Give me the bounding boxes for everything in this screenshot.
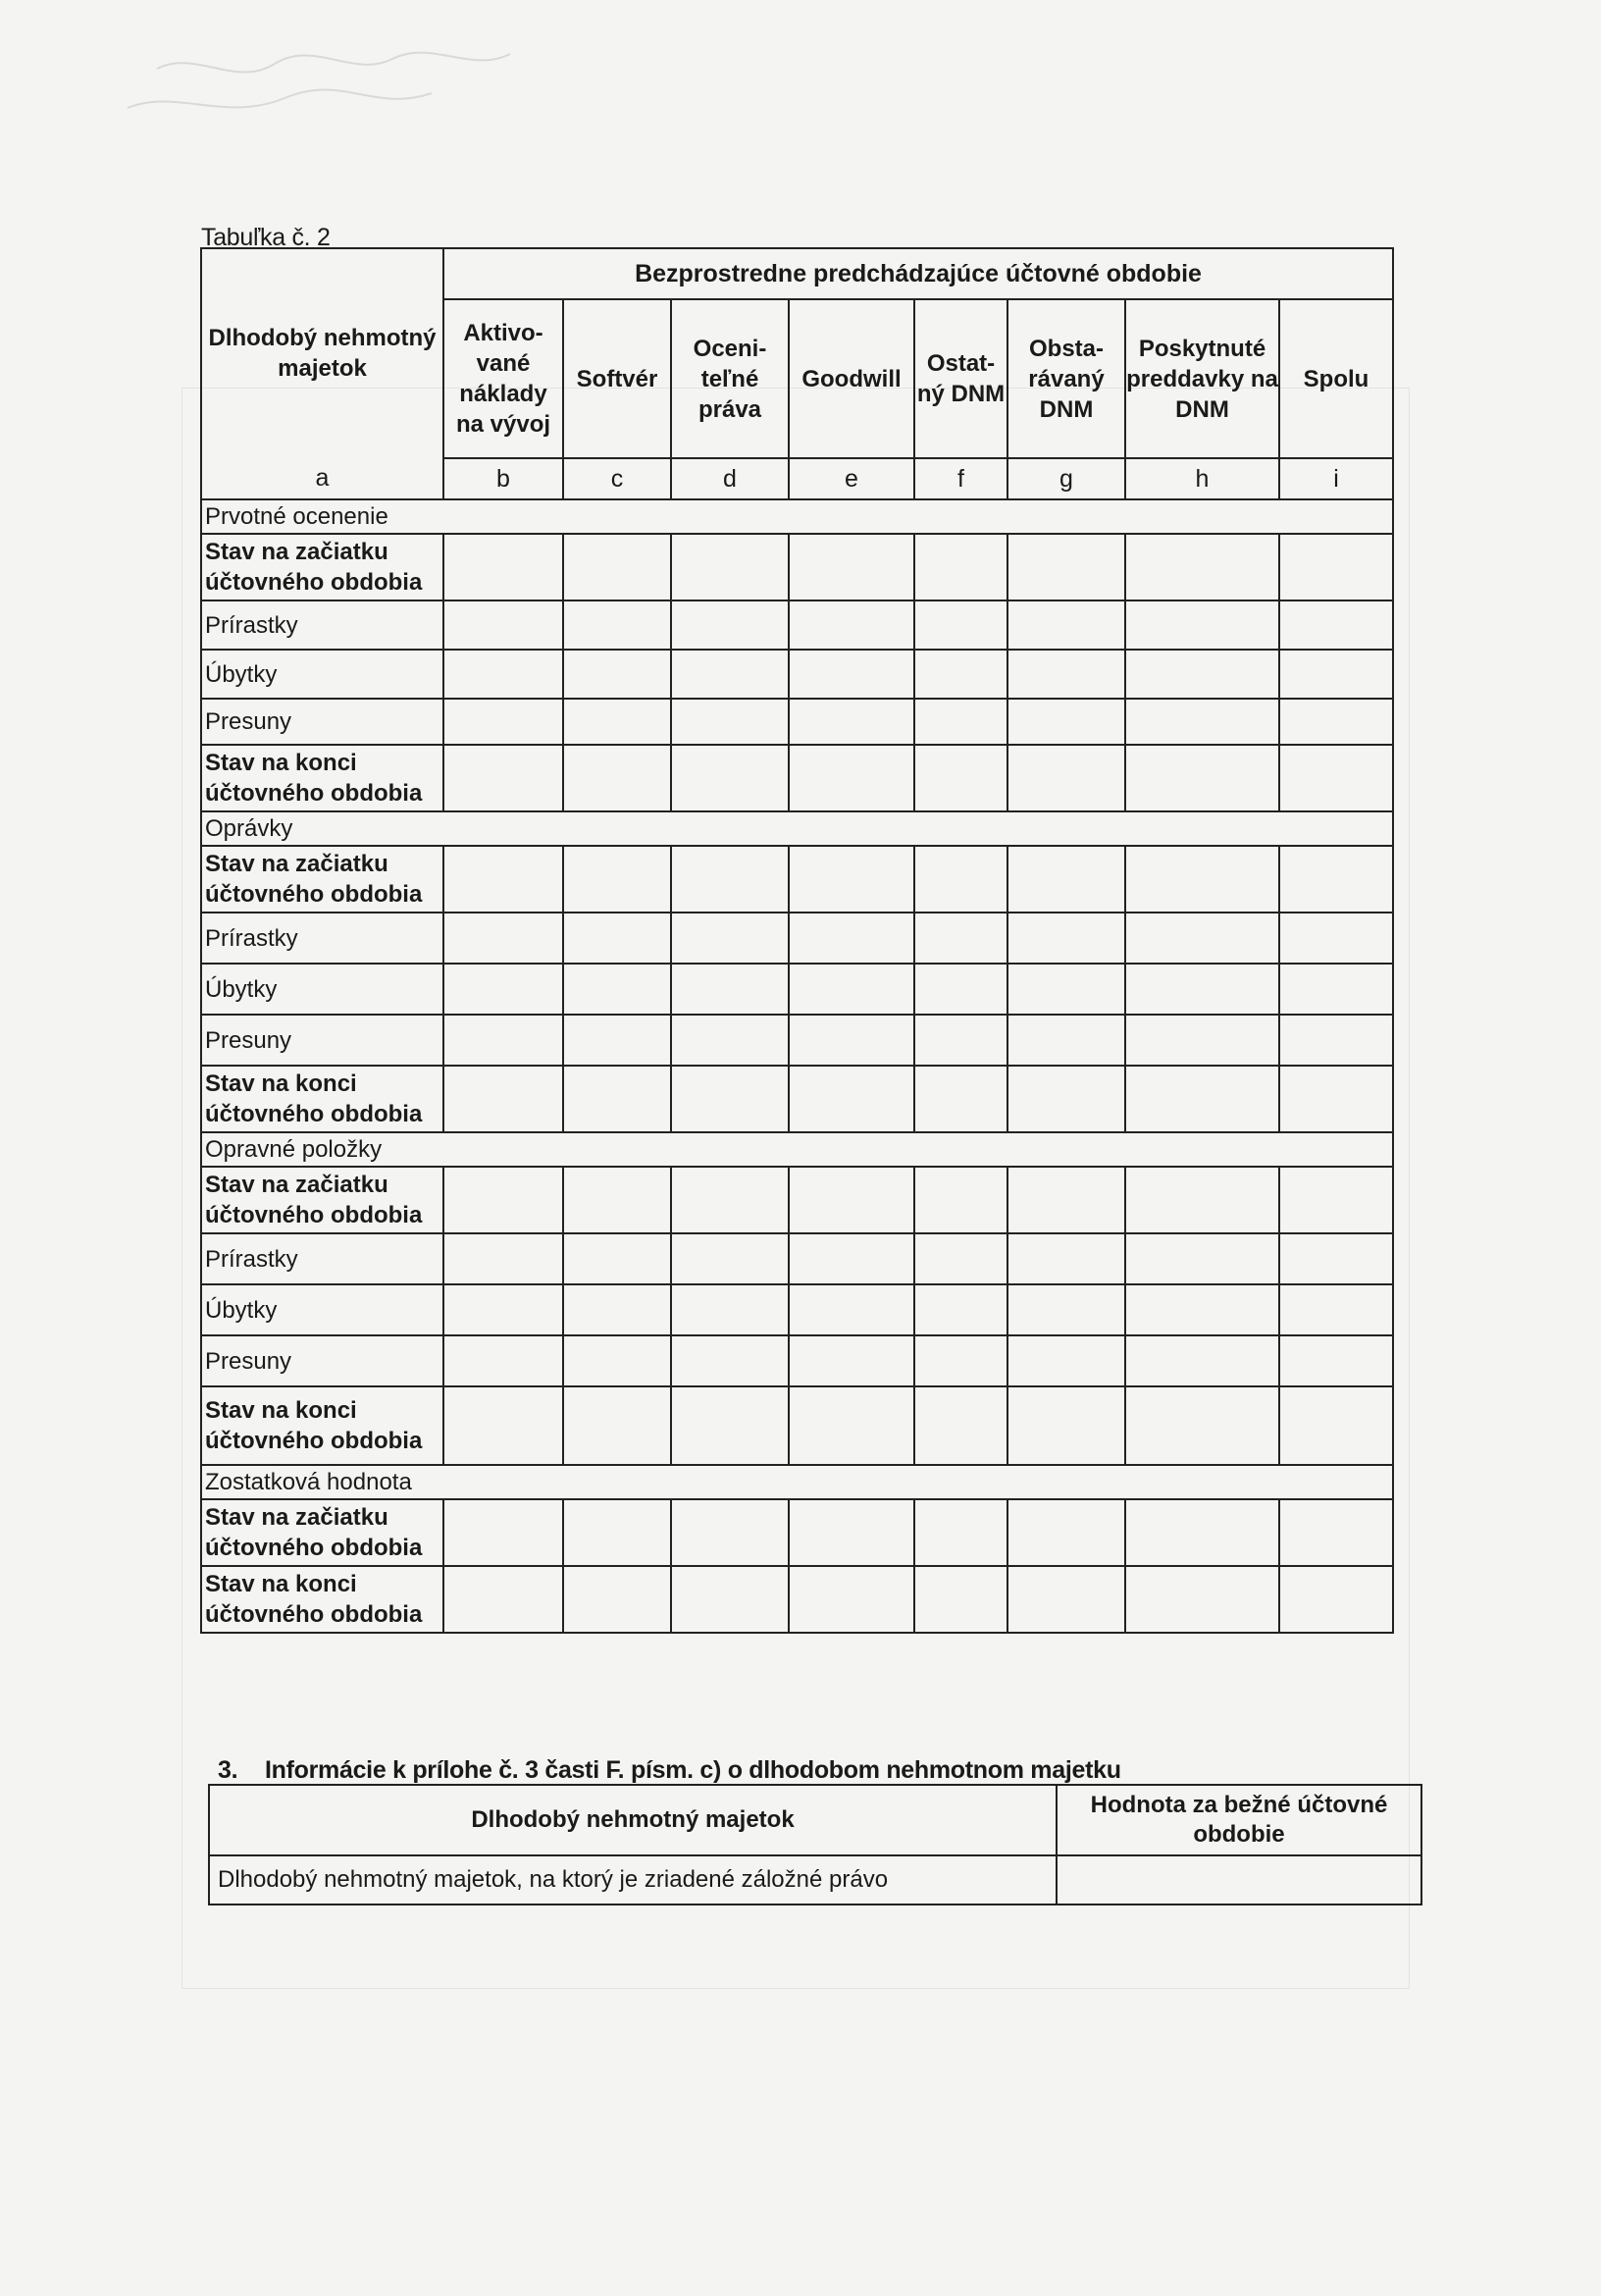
cell[interactable] [443,1015,563,1066]
cell[interactable] [671,1066,789,1132]
cell[interactable] [443,1499,563,1566]
cell[interactable] [443,600,563,650]
cell[interactable] [789,745,914,811]
cell[interactable] [671,1499,789,1566]
cell[interactable] [671,846,789,913]
pledged-row-label: Dlhodobý nehmotný majetok, na ktorý je zriadené záložné právo [209,1855,1057,1905]
cell[interactable] [1125,913,1279,964]
cell[interactable] [914,745,1007,811]
cell[interactable] [914,650,1007,699]
fixed-assets-movement-table [200,247,1394,1634]
cell[interactable] [563,964,671,1015]
cell[interactable] [443,650,563,699]
col-letter-d: d [671,458,789,499]
cell[interactable] [1279,600,1393,650]
cell[interactable] [789,1335,914,1386]
col-letter-i: i [1279,458,1393,499]
cell[interactable] [1279,913,1393,964]
cell[interactable] [443,1386,563,1465]
cell[interactable] [671,1386,789,1465]
cell[interactable] [443,699,563,745]
section-title: Prvotné ocenenie [201,499,1393,534]
cell[interactable] [789,1566,914,1633]
row-label: Stav na konci účtovného obdobia [201,745,443,811]
cell[interactable] [789,1284,914,1335]
cell[interactable] [1125,1233,1279,1284]
cell[interactable] [1279,650,1393,699]
section-title: Opravné položky [201,1132,1393,1167]
cell[interactable] [1279,1386,1393,1465]
cell[interactable] [1279,699,1393,745]
cell[interactable] [443,1335,563,1386]
row-label: Úbytky [201,964,443,1015]
cell[interactable] [914,964,1007,1015]
cell[interactable] [1125,846,1279,913]
col-letter-a: a [201,458,443,499]
cell[interactable] [1279,1335,1393,1386]
pledged-value-cell[interactable] [1057,1855,1421,1905]
cell[interactable] [563,1284,671,1335]
cell[interactable] [443,1066,563,1132]
cell[interactable] [1125,1015,1279,1066]
cell[interactable] [671,913,789,964]
col-header-h: Poskytnuté preddavky na DNM [1125,299,1279,458]
section3-title: Informácie k prílohe č. 3 časti F. písm. c) o dlhodobom nehmotnom majetku [265,1756,1121,1784]
cell[interactable] [1125,1284,1279,1335]
cell[interactable] [1279,1566,1393,1633]
row-label: Stav na konci účtovného obdobia [201,1386,443,1465]
cell[interactable] [789,1066,914,1132]
pledged-assets-table [208,1784,1422,1905]
cell[interactable] [914,1284,1007,1335]
col-letter-f: f [914,458,1007,499]
cell[interactable] [789,1386,914,1465]
cell[interactable] [914,1499,1007,1566]
cell[interactable] [914,1233,1007,1284]
cell[interactable] [563,534,671,600]
cell[interactable] [443,534,563,600]
cell[interactable] [1279,964,1393,1015]
cell[interactable] [671,964,789,1015]
cell[interactable] [914,1066,1007,1132]
first-col-header: Dlhodobý nehmotný majetok [201,299,443,458]
cell[interactable] [443,913,563,964]
row-label: Stav na začiatku účtovného obdobia [201,1167,443,1233]
cell[interactable] [789,964,914,1015]
row-label: Stav na konci účtovného obdobia [201,1066,443,1132]
cell[interactable] [1007,745,1125,811]
cell[interactable] [1125,1167,1279,1233]
row-label: Presuny [201,1335,443,1386]
cell[interactable] [1007,1335,1125,1386]
cell[interactable] [1007,913,1125,964]
cell[interactable] [671,1335,789,1386]
row-label: Prírastky [201,1233,443,1284]
cell[interactable] [1007,600,1125,650]
cell[interactable] [563,745,671,811]
section3-number: 3. [218,1756,238,1784]
cell[interactable] [443,1167,563,1233]
cell[interactable] [789,1167,914,1233]
row-label: Úbytky [201,1284,443,1335]
cell[interactable] [1007,534,1125,600]
cell[interactable] [563,1335,671,1386]
cell[interactable] [914,699,1007,745]
cell[interactable] [1279,1066,1393,1132]
row-label: Stav na začiatku účtovného obdobia [201,1499,443,1566]
cell[interactable] [914,534,1007,600]
section-title: Zostatková hodnota [201,1465,1393,1499]
col-letter-c: c [563,458,671,499]
cell[interactable] [1007,1499,1125,1566]
cell[interactable] [914,913,1007,964]
cell[interactable] [1007,846,1125,913]
cell[interactable] [789,600,914,650]
row-label: Presuny [201,1015,443,1066]
cell[interactable] [789,650,914,699]
cell[interactable] [1279,846,1393,913]
cell[interactable] [563,1167,671,1233]
col-letter-g: g [1007,458,1125,499]
table-label: Tabuľka č. 2 [201,224,331,251]
cell[interactable] [1279,1015,1393,1066]
cell[interactable] [671,534,789,600]
col-header-e: Goodwill [789,299,914,458]
cell[interactable] [789,534,914,600]
cell[interactable] [1125,964,1279,1015]
cell[interactable] [1279,1284,1393,1335]
cell[interactable] [1007,1233,1125,1284]
cell[interactable] [1125,1566,1279,1633]
cell[interactable] [789,1233,914,1284]
cell[interactable] [1279,1167,1393,1233]
cell[interactable] [914,1335,1007,1386]
cell[interactable] [671,1566,789,1633]
cell[interactable] [563,1066,671,1132]
row-label: Prírastky [201,913,443,964]
cell[interactable] [1007,964,1125,1015]
cell[interactable] [914,1566,1007,1633]
blank-corner [201,248,443,299]
cell[interactable] [1007,699,1125,745]
cell[interactable] [1007,1167,1125,1233]
row-label: Stav na konci účtovného obdobia [201,1566,443,1633]
col-header-c: Softvér [563,299,671,458]
cell[interactable] [563,699,671,745]
cell[interactable] [563,1233,671,1284]
cell[interactable] [443,1284,563,1335]
cell[interactable] [1125,745,1279,811]
cell[interactable] [1007,1015,1125,1066]
cell[interactable] [671,1284,789,1335]
cell[interactable] [671,600,789,650]
col-letter-h: h [1125,458,1279,499]
cell[interactable] [914,846,1007,913]
cell[interactable] [671,1015,789,1066]
cell[interactable] [563,600,671,650]
cell[interactable] [671,1167,789,1233]
handwritten-scribble [118,39,530,128]
cell[interactable] [1007,1386,1125,1465]
col-letter-e: e [789,458,914,499]
cell[interactable] [789,1499,914,1566]
cell[interactable] [1007,1066,1125,1132]
cell[interactable] [1007,1566,1125,1633]
row-label: Úbytky [201,650,443,699]
cell[interactable] [1007,650,1125,699]
col-header-i: Spolu [1279,299,1393,458]
col-header-d: Oceni- teľné práva [671,299,789,458]
cell[interactable] [914,1386,1007,1465]
cell[interactable] [914,1167,1007,1233]
cell[interactable] [563,1566,671,1633]
cell[interactable] [1125,650,1279,699]
col-header-g: Obsta- rávaný DNM [1007,299,1125,458]
col-header-b: Aktivo- vané náklady na vývoj [443,299,563,458]
cell[interactable] [789,846,914,913]
row-label: Presuny [201,699,443,745]
cell[interactable] [789,913,914,964]
cell[interactable] [443,1566,563,1633]
cell[interactable] [563,1386,671,1465]
cell[interactable] [914,1015,1007,1066]
cell[interactable] [1125,699,1279,745]
cell[interactable] [443,745,563,811]
cell[interactable] [671,699,789,745]
cell[interactable] [1125,600,1279,650]
cell[interactable] [563,1015,671,1066]
group-header: Bezprostredne predchádzajúce účtovné obdobie [443,248,1393,299]
cell[interactable] [671,745,789,811]
cell[interactable] [914,600,1007,650]
cell[interactable] [563,650,671,699]
cell[interactable] [563,846,671,913]
cell[interactable] [789,699,914,745]
cell[interactable] [1125,1335,1279,1386]
cell[interactable] [1007,1284,1125,1335]
cell[interactable] [789,1015,914,1066]
cell[interactable] [671,1233,789,1284]
cell[interactable] [563,1499,671,1566]
row-label: Stav na začiatku účtovného obdobia [201,846,443,913]
cell[interactable] [443,1233,563,1284]
section3-heading [218,1756,1121,1785]
cell[interactable] [1125,1499,1279,1566]
row-label: Stav na začiatku účtovného obdobia [201,534,443,600]
pledged-col2-header: Hodnota za bežné účtovné obdobie [1057,1785,1421,1855]
cell[interactable] [1125,1386,1279,1465]
cell[interactable] [1279,1233,1393,1284]
col-header-f: Ostat- ný DNM [914,299,1007,458]
row-label: Prírastky [201,600,443,650]
cell[interactable] [443,964,563,1015]
cell[interactable] [1279,745,1393,811]
cell[interactable] [1125,534,1279,600]
cell[interactable] [1279,1499,1393,1566]
cell[interactable] [1279,534,1393,600]
section-title: Oprávky [201,811,1393,846]
cell[interactable] [1125,1066,1279,1132]
pledged-col1-header: Dlhodobý nehmotný majetok [209,1785,1057,1855]
cell[interactable] [443,846,563,913]
cell[interactable] [671,650,789,699]
cell[interactable] [563,913,671,964]
col-letter-b: b [443,458,563,499]
